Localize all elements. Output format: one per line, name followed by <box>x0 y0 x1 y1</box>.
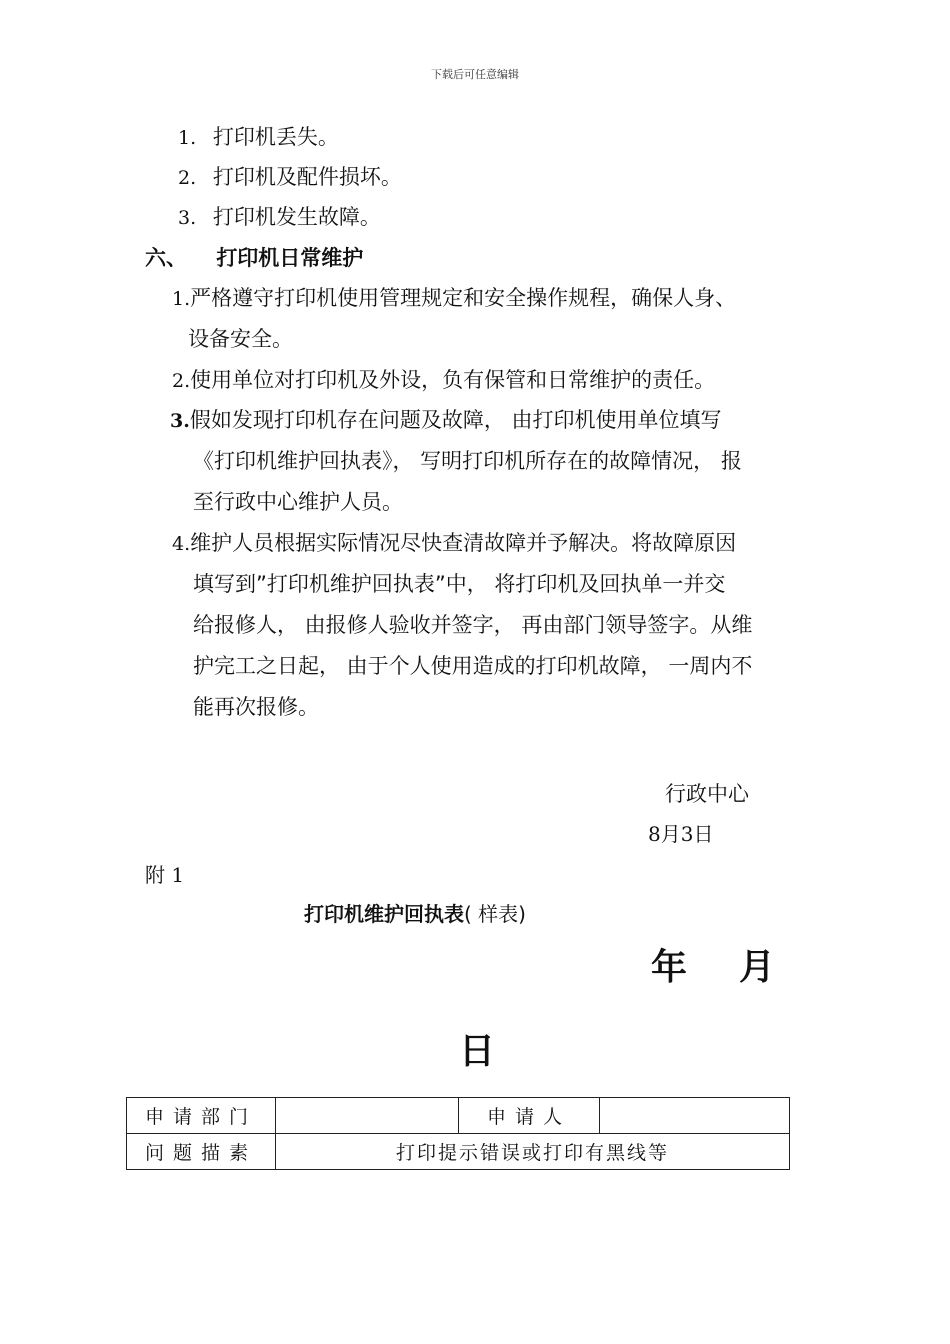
rule-1 <box>172 284 736 313</box>
day-label: 日 <box>459 1031 496 1072</box>
rule-2 <box>172 366 715 395</box>
month-label: 月 <box>739 947 776 988</box>
issue-label: 问题描素 <box>127 1134 276 1170</box>
form-title <box>304 900 526 928</box>
list-item-number: 1. <box>178 127 197 149</box>
appendix-label: 附 1 <box>145 863 185 887</box>
section-number: 六、 <box>145 246 187 270</box>
list-item <box>178 123 339 152</box>
dept-field[interactable] <box>276 1098 459 1134</box>
rule-4-continued: 护完工之日起， 由于个人使用造成的打印机故障， 一周内不 <box>193 654 753 678</box>
list-item <box>178 203 381 232</box>
rule-3 <box>170 406 722 435</box>
section-heading <box>145 244 363 272</box>
signature-date: 8月3日 <box>648 822 714 846</box>
rule-4-continued: 填写到”打印机维护回执表”中， 将打印机及回执单一并交 <box>193 572 726 596</box>
table-row <box>127 1098 790 1134</box>
form-title-note: ( 样表) <box>464 902 526 926</box>
list-item <box>178 163 402 192</box>
list-item-number: 2. <box>178 167 197 189</box>
issue-field[interactable]: 打印提示错误或打印有黑线等 <box>276 1134 790 1170</box>
page-header: 下载后可任意编辑 <box>431 68 519 81</box>
rule-3-continued: 《打印机维护回执表》， 写明打印机所存在的故障情况， 报 <box>193 449 742 473</box>
rule-number: 2. <box>172 370 191 392</box>
rule-1-continued: 设备安全。 <box>188 327 293 351</box>
list-item-text: 打印机发生故障。 <box>212 205 381 229</box>
applicant-field[interactable] <box>600 1098 790 1134</box>
rule-4-continued: 能再次报修。 <box>193 695 319 719</box>
rule-3-continued: 至行政中心维护人员。 <box>193 490 403 514</box>
rule-number: 1. <box>172 288 191 310</box>
rule-4-continued: 给报修人， 由报修人验收并签字， 再由部门领导签字。从维 <box>193 613 753 637</box>
list-item-text: 打印机及配件损坏。 <box>212 165 402 189</box>
applicant-label: 申请人 <box>459 1098 600 1134</box>
rule-text: 使用单位对打印机及外设，负有保管和日常维护的责任。 <box>190 368 716 392</box>
rule-4 <box>172 529 736 558</box>
year-label: 年 <box>651 947 688 988</box>
dept-label: 申请部门 <box>127 1098 276 1134</box>
signature-org: 行政中心 <box>665 782 749 806</box>
rule-text: 假如发现打印机存在问题及故障， 由打印机使用单位填写 <box>189 408 722 432</box>
rule-number: 4. <box>172 533 191 555</box>
rule-number: 3. <box>170 410 190 432</box>
rule-text: 维护人员根据实际情况尽快查清故障并予解决。将故障原因 <box>190 531 737 555</box>
list-item-text: 打印机丢失。 <box>212 125 339 149</box>
form-title-main: 打印机维护回执表 <box>304 902 464 926</box>
maintenance-form-table <box>126 1097 790 1170</box>
table-row <box>127 1134 790 1170</box>
section-title: 打印机日常维护 <box>216 246 364 270</box>
list-item-number: 3. <box>178 207 197 229</box>
rule-text: 严格遵守打印机使用管理规定和安全操作规程，确保人身、 <box>190 286 737 310</box>
